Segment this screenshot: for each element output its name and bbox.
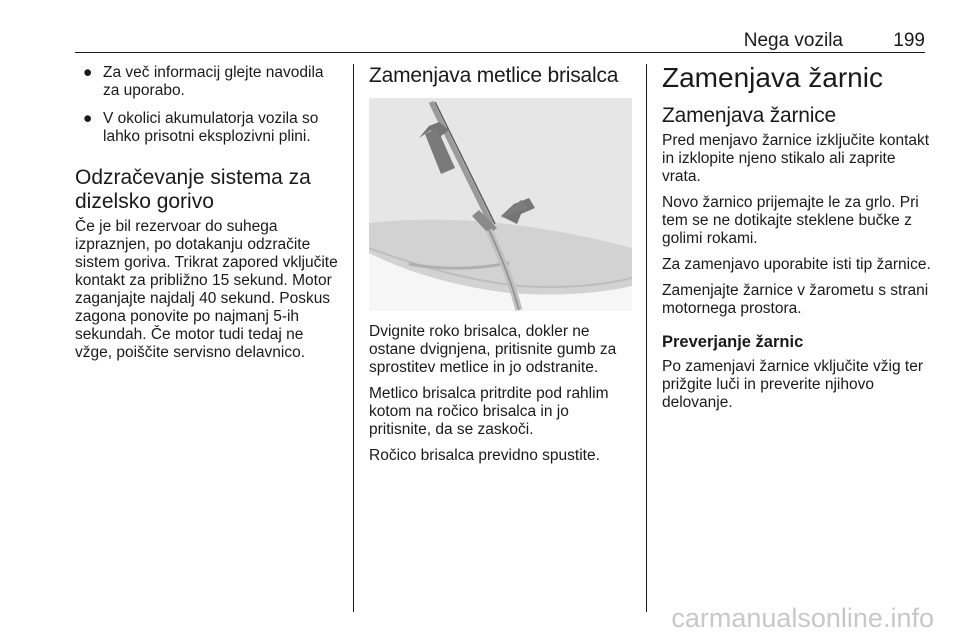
column-2 (369, 64, 633, 473)
wiper-blade-icon (369, 98, 632, 311)
bulb-replacement-title: Zamenjava žarnic (662, 62, 883, 93)
diesel-bleed-body: Če je bil rezervoar do suhega izpraznjen, po dotakanju odzračite sistem goriva. Trikrat zapored vključite kontakt za približno 15 sekund. Motor zaganjajte najdalj 40 sekund. Poskus zagona ponovite po najmanj 5-ih sekundah. Če motor tudi tedaj ne vžge, poiščite servisno delavnico. (75, 218, 338, 361)
bullet-text: V okolici akumulatorja vozila so lahko prisotni eksplozivni plini. (103, 110, 319, 145)
bulb-paragraph: Za zamenjavo uporabite isti tip žarnice. (662, 256, 931, 273)
page-number: 199 (893, 30, 925, 51)
bulb-paragraph: Novo žarnico prijemajte le za grlo. Pri tem se ne dotikajte steklene bučke z golimi rokami. (662, 194, 919, 247)
column-divider-left (353, 64, 354, 612)
bulb-check-heading: Preverjanje žarnic (662, 333, 804, 351)
bullet-dot: ● (83, 64, 93, 81)
wiper-step-2: Metlico brisalca pritrdite pod rahlim kotom na ročico brisalca in jo pritisnite, da se zaskoči. (369, 385, 609, 438)
bulb-replacement-subheading: Zamenjava žarnice (662, 104, 837, 127)
column-divider-right (646, 64, 647, 612)
wiper-step-1: Dvignite roko brisalca, dokler ne ostane dvignjena, pritisnite gumb za sprostitev metlice in jo odstranite. (369, 323, 617, 376)
page-header (75, 28, 925, 53)
diesel-bleed-heading: Odzračevanje sistema za dizelsko gorivo (75, 166, 311, 213)
wiper-step-3: Ročico brisalca previdno spustite. (369, 447, 600, 464)
bulb-paragraph: Pred menjavo žarnice izklјučite kontakt in izklopite njeno stikalo ali zaprite vrata. (662, 132, 930, 185)
wiper-blade-illustration (369, 98, 632, 311)
wiper-heading: Zamenjava metlice brisalca (369, 64, 619, 87)
section-title: Nega vozila (743, 30, 843, 51)
column-3 (662, 64, 932, 420)
column-1 (75, 64, 340, 370)
bullet-item (75, 110, 340, 146)
bullet-dot: ● (83, 110, 93, 127)
bullet-text: Za več informacij glejte navodila za uporabo. (103, 64, 324, 99)
bullet-item (75, 64, 340, 100)
watermark: carmanualsonline.info (671, 603, 934, 633)
bulb-paragraph: Zamenjajte žarnice v žarometu s strani motornega prostora. (662, 282, 929, 317)
bulb-check-body: Po zamenjavi žarnice vključite vžig ter prižgite luči in preverite njihovo delovanje. (662, 358, 924, 411)
